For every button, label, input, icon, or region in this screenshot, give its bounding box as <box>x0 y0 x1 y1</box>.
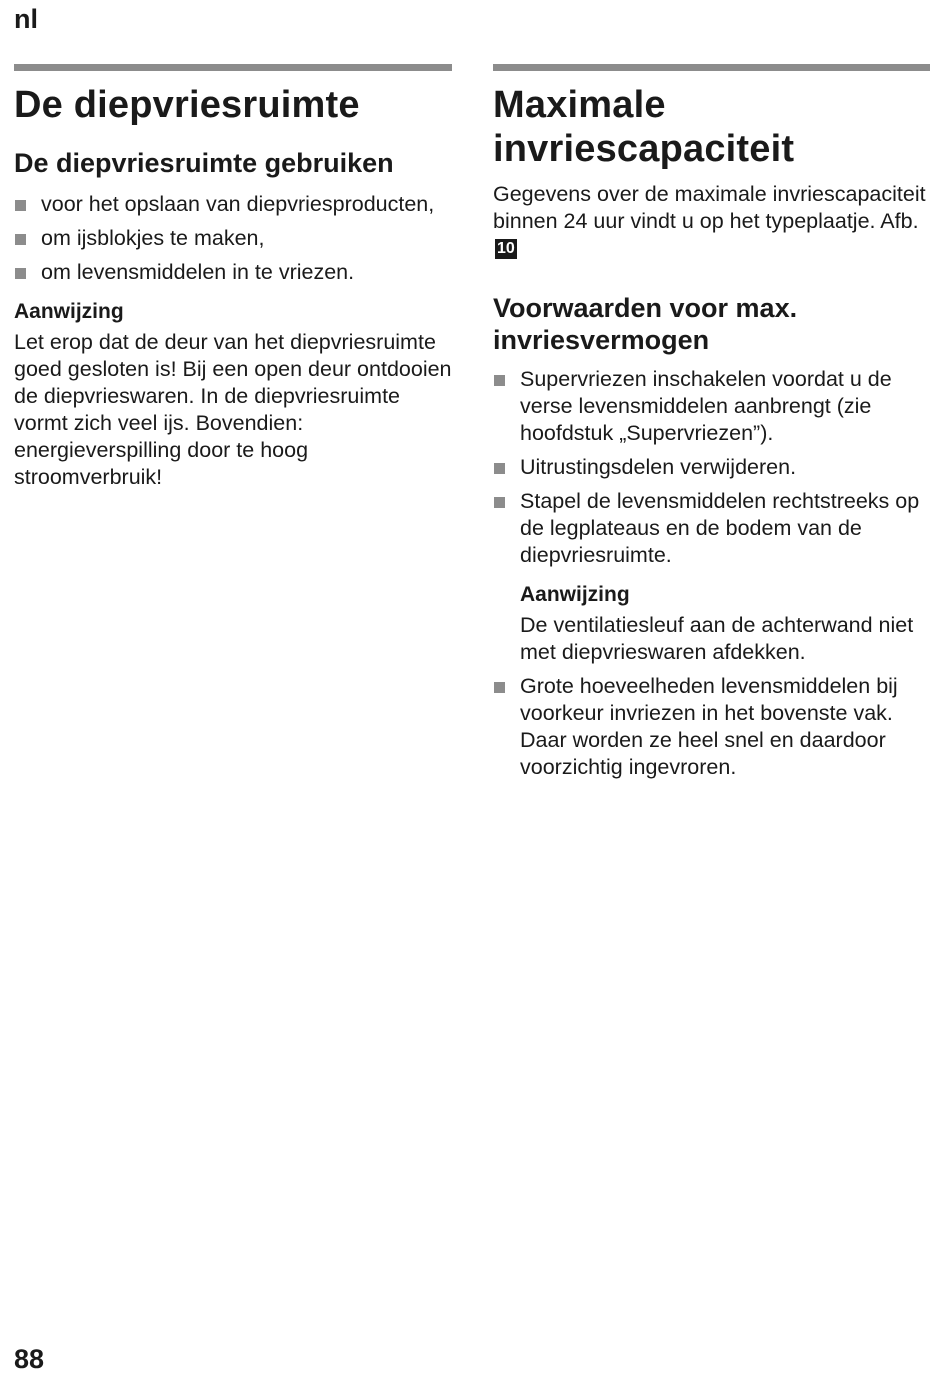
subsection-title: De diepvriesruimte gebruiken <box>14 148 394 178</box>
list-item-text: Grote hoeveelheden levensmiddelen bij voorkeur invriezen in het bovenste vak. Daar worden ze heel snel en daardoor voorzichtig ingevroren. <box>520 674 898 779</box>
square-bullet-icon <box>15 268 26 279</box>
left-column <box>14 64 452 491</box>
list-item <box>14 191 452 218</box>
square-bullet-icon <box>494 497 505 508</box>
list-item <box>14 259 452 286</box>
intro-paragraph <box>493 181 930 262</box>
list-item <box>493 366 930 447</box>
intro-text: Gegevens over de maximale invriescapaciteit binnen 24 uur vindt u op het typeplaatje. Afb. <box>493 182 926 233</box>
list-item-text: om ijsblokjes te maken, <box>41 226 265 250</box>
square-bullet-icon <box>15 234 26 245</box>
note-text: De ventilatiesleuf aan de achterwand niet met diepvrieswaren afdekken. <box>520 613 914 664</box>
section-title: Maximale invriescapaciteit <box>493 84 795 170</box>
section-divider <box>14 64 452 71</box>
usage-list <box>14 191 452 286</box>
conditions-list <box>493 366 930 569</box>
list-item-text: Supervriezen inschakelen voordat u de verse levensmiddelen aanbrengt (zie hoofdstuk „Supervriezen”). <box>520 367 892 445</box>
list-item <box>493 673 930 781</box>
section-title: De diepvriesruimte <box>14 84 360 126</box>
square-bullet-icon <box>15 200 26 211</box>
square-bullet-icon <box>494 682 505 693</box>
figure-reference-badge: 10 <box>497 240 515 257</box>
conditions-list-continued <box>493 673 930 781</box>
square-bullet-icon <box>494 375 505 386</box>
section-divider <box>493 64 930 71</box>
language-label: nl <box>14 4 38 34</box>
subsection-title: Voorwaarden voor max. invriesvermogen <box>493 293 798 355</box>
square-bullet-icon <box>494 463 505 474</box>
list-item <box>493 488 930 569</box>
list-item <box>14 225 452 252</box>
note-text: Let erop dat de deur van het diepvriesruimte goed gesloten is! Bij een open deur ontdooien de diepvrieswaren. In de diepvriesruimte vormt zich veel ijs. Bovendien: energieverspilling door te hoog stroomverbruik! <box>14 330 452 489</box>
page-number: 88 <box>14 1344 45 1374</box>
note-block <box>493 581 930 666</box>
right-column <box>493 64 930 788</box>
list-item-text: Stapel de levensmiddelen rechtstreeks op de legplateaus en de bodem van de diepvriesruimte. <box>520 489 920 567</box>
note-title: Aanwijzing <box>14 300 124 323</box>
list-item-text: om levensmiddelen in te vriezen. <box>41 260 355 284</box>
list-item-text: Uitrustingsdelen verwijderen. <box>520 455 797 479</box>
list-item <box>493 454 930 481</box>
note-title: Aanwijzing <box>520 583 630 606</box>
list-item-text: voor het opslaan van diepvriesproducten, <box>41 192 435 216</box>
